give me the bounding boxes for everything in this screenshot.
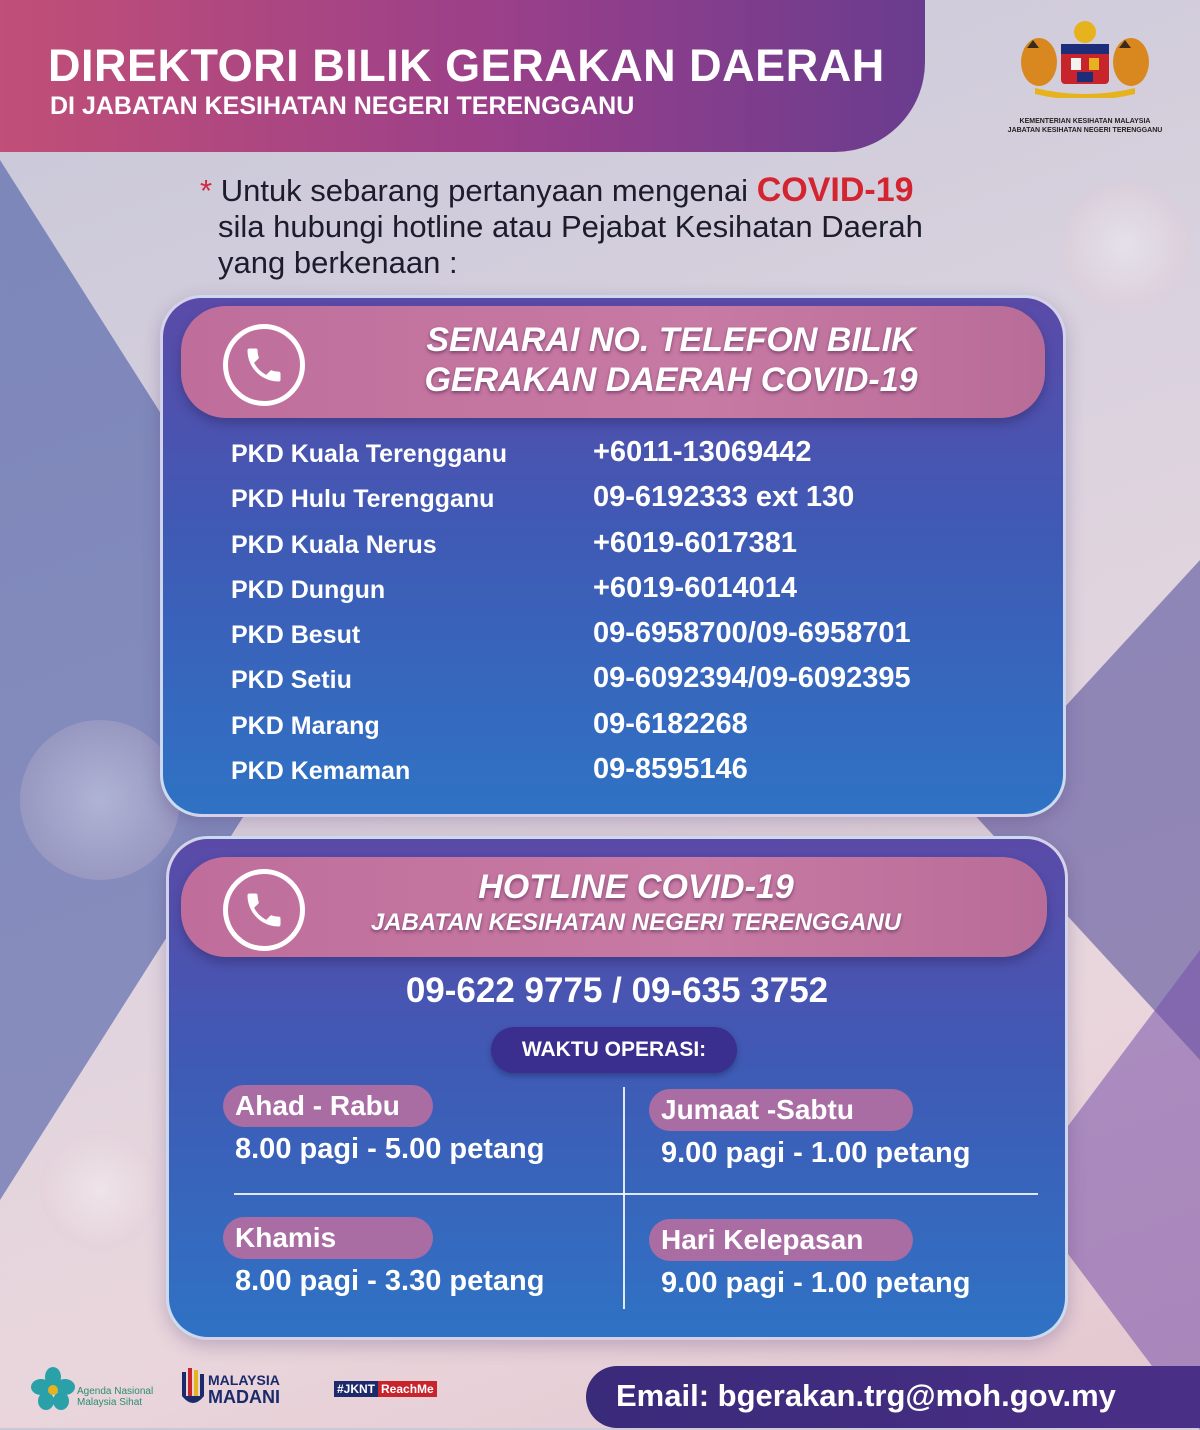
office-name: PKD Kuala Nerus [231,530,437,559]
hibiscus-icon [30,1366,76,1412]
schedule-slot [649,1089,970,1170]
virus-decoration [1060,180,1190,310]
intro-text [200,172,923,281]
hotline-title: HOTLINE COVID-19 [478,868,794,906]
schedule-slot [223,1085,544,1166]
directory-list [231,434,1031,796]
intro-line-2: sila hubungi hotline atau Pejabat Kesihatan Daerah [218,209,923,244]
malaysia-coat-of-arms-icon [1005,18,1165,98]
malaysia-madani-logo: MALAYSIA MADANI [180,1364,300,1414]
schedule-day: Hari Kelepasan [649,1219,913,1261]
divider-vertical [623,1087,625,1309]
directory-title-pill [181,306,1045,418]
directory-title: SENARAI NO. TELEFON BILIK GERAKAN DAERAH COVID-19 [424,321,918,399]
schedule-hours: 8.00 pagi - 3.30 petang [235,1265,545,1297]
phone-number: +6019-6017381 [593,526,798,559]
covid-highlight: COVID-19 [756,171,914,209]
directory-row [231,706,1031,751]
schedule-day: Khamis [223,1217,433,1259]
office-name: PKD Setiu [231,666,352,695]
agenda-nasional-logo: Agenda Nasional Malaysia Sihat [30,1366,170,1414]
operating-hours-badge: WAKTU OPERASI: [491,1027,737,1073]
page-title: DIREKTORI BILIK GERAKAN DAERAH [48,40,885,91]
hotline-numbers: 09-622 9775 / 09-635 3752 [405,971,829,1010]
phone-number: 09-8595146 [593,753,748,786]
directory-row [231,570,1031,615]
intro-line-1: Untuk sebarang pertanyaan mengenai [220,173,749,208]
schedule-slot [223,1217,544,1298]
phone-number: 09-6192333 ext 130 [593,481,855,514]
schedule-hours: 9.00 pagi - 1.00 petang [661,1137,971,1169]
email-bar [586,1366,1200,1428]
phone-icon [223,324,305,406]
page-subtitle: DI JABATAN KESIHATAN NEGERI TERENGGANU [50,92,635,120]
footer-logos [30,1362,550,1418]
hotline-title-pill [181,857,1047,957]
phone-number: +6019-6014014 [593,571,798,604]
office-name: PKD Kemaman [231,757,411,786]
office-name: PKD Marang [231,711,380,740]
directory-row [231,479,1031,524]
schedule-slot [649,1219,970,1300]
office-name: PKD Dungun [231,575,386,604]
schedule-day: Jumaat -Sabtu [649,1089,913,1131]
virus-decoration [40,1130,160,1250]
office-name: PKD Hulu Terengganu [231,485,495,514]
divider-horizontal [234,1193,1038,1195]
madani-hand-icon [180,1366,206,1410]
office-name: PKD Kuala Terengganu [231,440,507,468]
email-address[interactable]: Email: bgerakan.trg@moh.gov.my [616,1378,1116,1413]
intro-line-3: yang berkenaan : [218,245,458,280]
hotline-subtitle: JABATAN KESIHATAN NEGERI TERENGGANU [370,909,902,936]
hotline-card [166,836,1068,1340]
schedule-hours: 9.00 pagi - 1.00 petang [661,1267,971,1299]
schedule-day: Ahad - Rabu [223,1085,433,1127]
phone-number: 09-6182268 [593,707,748,740]
schedule-hours: 8.00 pagi - 5.00 petang [235,1133,545,1165]
jknt-reachme-logo: #JKNT ReachMe [334,1382,437,1400]
directory-card [160,295,1066,817]
phone-number: 09-6958700/09-6958701 [593,617,911,650]
directory-row [231,525,1031,570]
phone-number: +6011-13069442 [593,436,812,468]
virus-decoration [20,720,180,880]
directory-row [231,660,1031,705]
directory-row [231,751,1031,796]
header-banner [0,0,925,152]
office-name: PKD Besut [231,621,361,650]
phone-number: 09-6092394/09-6092395 [593,662,911,695]
asterisk: * [200,173,213,208]
phone-icon [223,869,305,951]
crest-caption: KEMENTERIAN KESIHATAN MALAYSIA JABATAN KESIHATAN NEGERI TERENGGANU [1007,118,1163,134]
directory-row [231,434,1031,479]
directory-row [231,615,1031,660]
